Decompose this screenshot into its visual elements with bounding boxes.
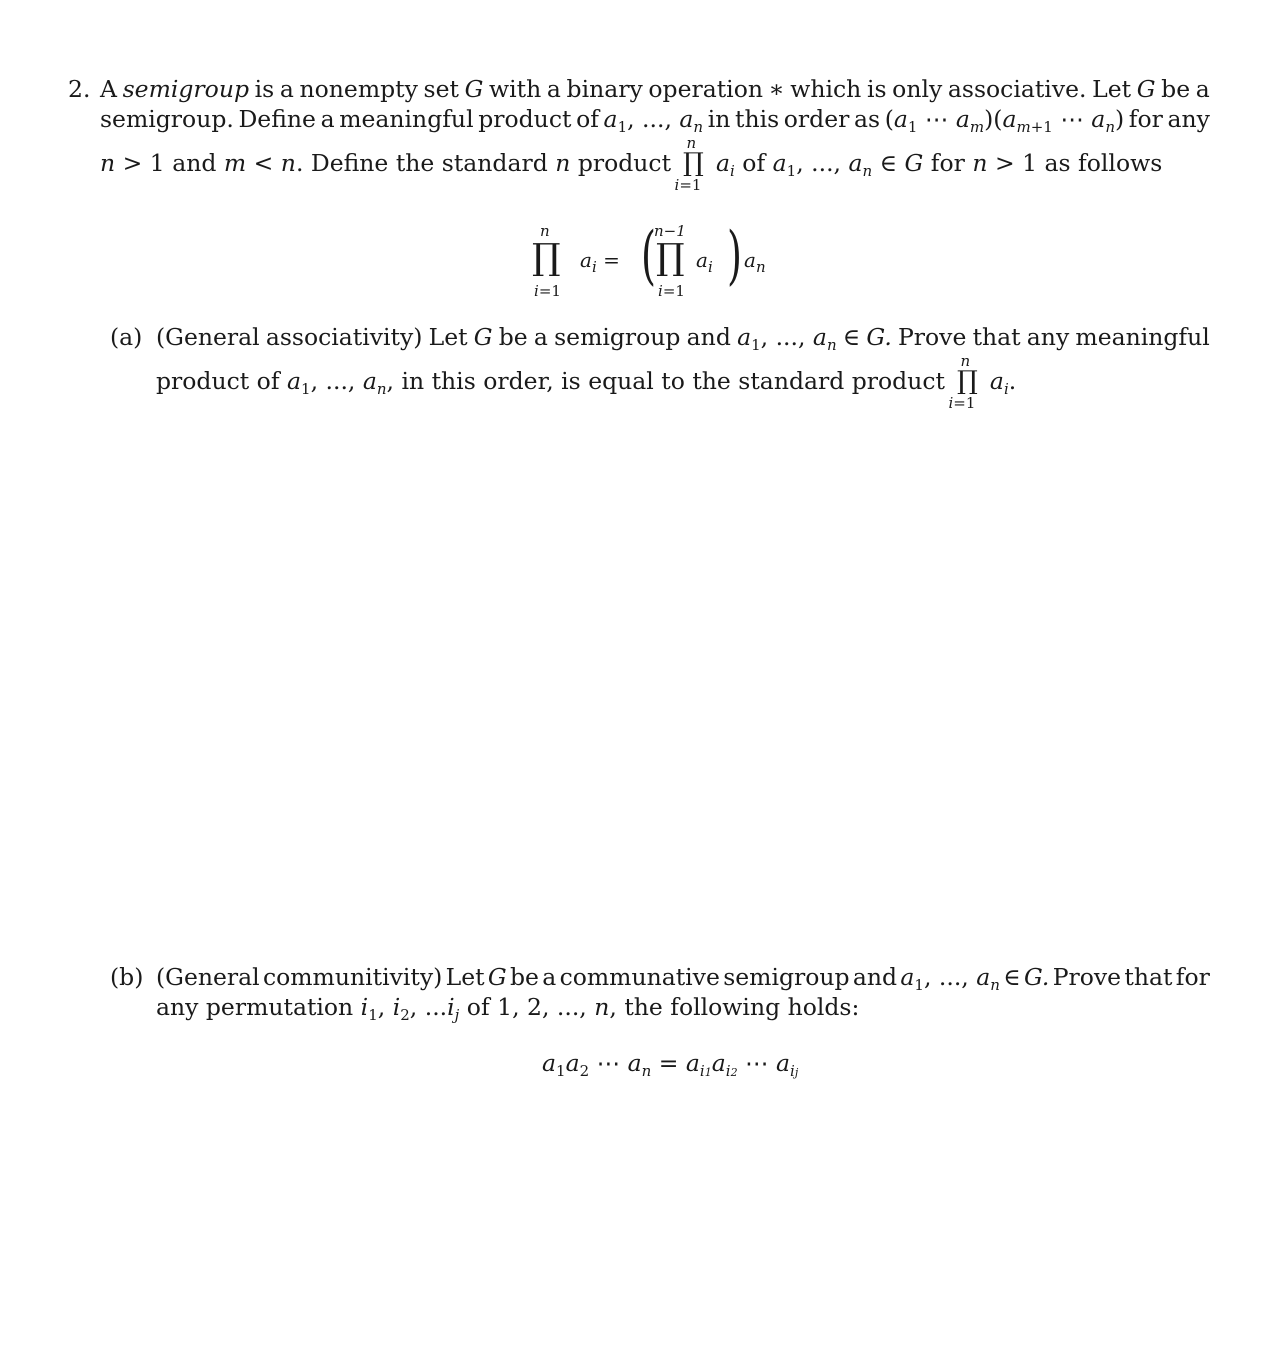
part-b-line-2: any permutation $i_1$, $i_2$, $...i_j$ of 1, 2, ..., n, the following holds: (156, 993, 860, 1024)
intro-line-2: semigroup. Define a meaningful product of $a_1$, ..., $a_n$ in this order as ($a_1$ ⋯ $a_m)(a_{m+1}$ ⋯ $a_n$) for any (100, 105, 1210, 136)
part-a-label: (a) (110, 323, 143, 351)
intro-line-3: n > 1 and m < n. Define the standard n product n ∏ i=1 $a_i$ of $a_1$, ..., $a_n$ ∈ G for n > 1 as follows (100, 134, 1163, 194)
display-equation: n ∏ i=1 $a_i$ = ( n−1 ∏ i=1 $a_i$ ) $a_n$ (532, 219, 766, 300)
intro-line-1 (100, 75, 1210, 103)
part-b-label: (b) (110, 963, 144, 991)
problem-number: 2. (68, 75, 91, 103)
part-b-equation: $a_1a_2$ ⋯ $a_n = a_{i1}a_{i2}$ ⋯ $a_{ij}$ (542, 1049, 799, 1080)
part-b-line-1: (General communitivity) Let G be a communative semigroup and $a_1$, ..., $a_n$ ∈ G. Prove that for (156, 963, 1210, 994)
part-a-line-1: (General associativity) Let G be a semigroup and $a_1$, ..., $a_n$ ∈ G. Prove that any meaningful (156, 323, 1210, 354)
part-a-line-2: product of $a_1$, ..., $a_n$, in this order, is equal to the standard product n ∏ i=1 $a_i$. (156, 352, 1017, 412)
intro-line-1-text: A semigroup is a nonempty set G with a binary operation ∗ which is only associative. Let G be a (100, 75, 1210, 103)
